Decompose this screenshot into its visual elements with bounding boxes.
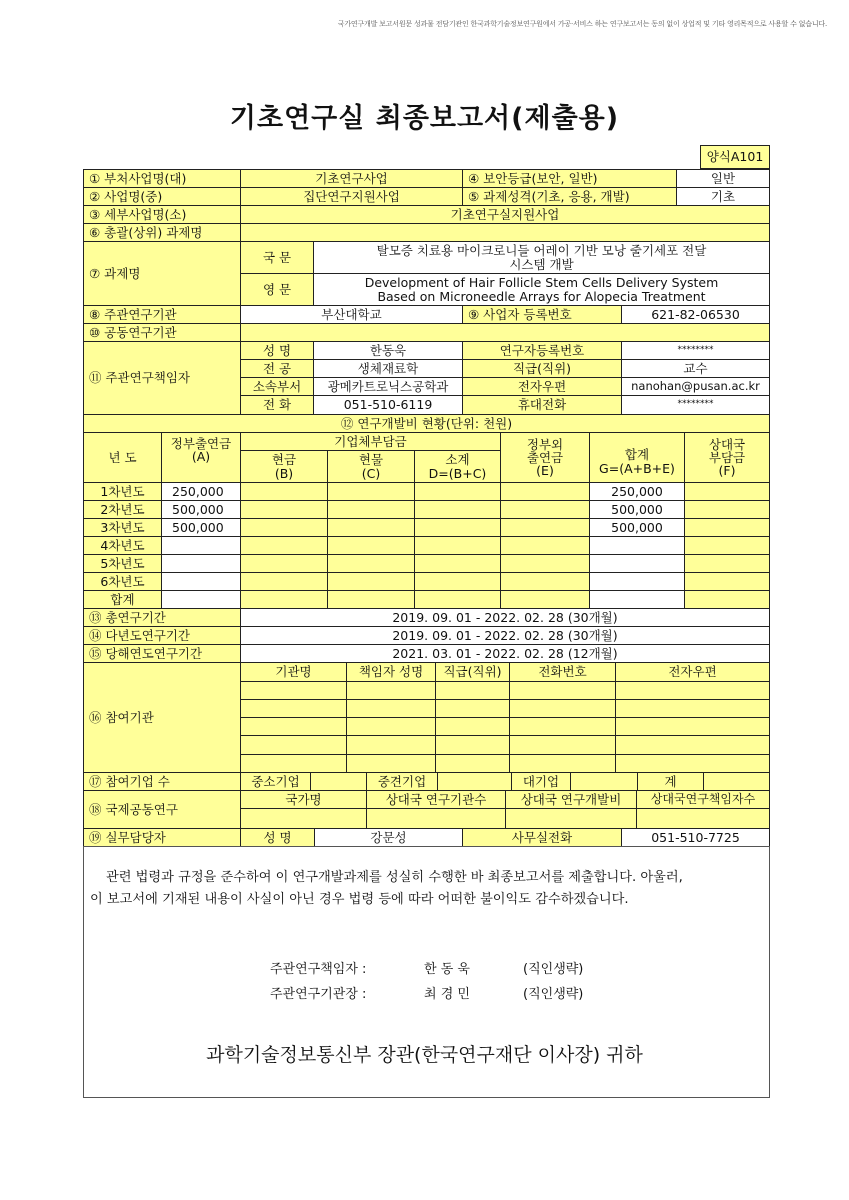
budget-cash-cell[interactable]	[240, 500, 328, 519]
intl-institutions-cell[interactable]	[366, 808, 506, 829]
pi-major-value[interactable]: 생체재료학	[313, 359, 463, 378]
companies-label: ⑰ 참여기업 수	[83, 772, 241, 791]
budget-year-cell: 6차년도	[83, 572, 162, 591]
participant-cell[interactable]	[509, 699, 616, 718]
budget-header-corp: 기업체부담금	[240, 432, 501, 451]
budget-subtotal-cell[interactable]	[414, 554, 501, 573]
program-name-value[interactable]: 집단연구지원사업	[240, 187, 463, 206]
budget-subtotal-cell[interactable]	[414, 590, 501, 609]
multi-year-period-label: ⑭ 다년도연구기간	[83, 626, 241, 645]
pi-phone-label: 전 화	[240, 395, 314, 415]
company-sum-label: 계	[637, 772, 704, 791]
large-value[interactable]	[570, 772, 638, 791]
program-name-label: ② 사업명(중)	[83, 187, 241, 206]
pi-dept-value[interactable]: 광메카트로닉스공학과	[313, 377, 463, 396]
participant-cell[interactable]	[435, 717, 510, 736]
budget-cash-cell[interactable]	[240, 482, 328, 501]
budget-nongov-cell[interactable]	[500, 482, 590, 501]
english-title-line1: Development of Hair Follicle Stem Cells Delivery System	[364, 275, 719, 291]
budget-header-gov-label: 정부출연금	[170, 436, 232, 451]
pi-phone-value[interactable]: 051-510-6119	[313, 395, 463, 415]
budget-gov-cell[interactable]: 250,000	[161, 482, 241, 501]
intl-header-pis: 상대국연구책임자수	[636, 790, 770, 809]
sub-program-value[interactable]: 기초연구실지원사업	[240, 205, 770, 224]
budget-title: ⑫ 연구개발비 현황(단위: 천원)	[83, 414, 770, 433]
participant-cell[interactable]	[509, 681, 616, 700]
head-signature-seal: (직인생략)	[523, 987, 584, 1002]
pledge-line-1: 관련 법령과 규정을 준수하여 이 연구개발과제를 성실히 수행한 바 최종보고서를 제출합니다. 아울러,	[106, 870, 683, 885]
budget-total-cell[interactable]	[589, 590, 685, 609]
pi-position-value[interactable]: 교수	[621, 359, 770, 378]
total-period-label: ⑬ 총연구기간	[83, 608, 241, 627]
budget-subtotal-cell[interactable]	[414, 518, 501, 537]
security-level-value[interactable]: 일반	[676, 169, 770, 188]
participants-header-name: 기관명	[240, 662, 347, 682]
midsize-label: 중견기업	[366, 772, 438, 791]
budget-header-nongov	[500, 432, 590, 483]
project-type-value[interactable]: 기초	[676, 187, 770, 206]
participants-label: ⑯ 참여기관	[83, 662, 241, 773]
pi-email-value[interactable]: nanohan@pusan.ac.kr	[621, 377, 770, 396]
current-period-value[interactable]: 2021. 03. 01 - 2022. 02. 28 (12개월)	[240, 644, 770, 663]
budget-total-cell[interactable]	[589, 572, 685, 591]
participant-cell[interactable]	[240, 735, 347, 755]
participant-cell[interactable]	[346, 699, 436, 718]
pi-signature-seal: (직인생략)	[523, 962, 584, 977]
participants-header-email: 전자우편	[615, 662, 770, 682]
participant-cell[interactable]	[240, 717, 347, 736]
pi-label: ⑪ 주관연구책임자	[83, 341, 241, 415]
participant-cell[interactable]	[615, 754, 770, 773]
budget-total-cell[interactable]	[589, 536, 685, 555]
budget-gov-cell[interactable]	[161, 554, 241, 573]
participant-cell[interactable]	[346, 717, 436, 736]
intl-label: ⑱ 국제공동연구	[83, 790, 241, 829]
budget-nongov-cell[interactable]	[500, 518, 590, 537]
budget-nongov-cell[interactable]	[500, 590, 590, 609]
budget-year-cell: 1차년도	[83, 482, 162, 501]
budget-gov-cell[interactable]	[161, 572, 241, 591]
budget-header-total-label: 합계	[624, 447, 650, 463]
budget-kind-cell[interactable]	[327, 590, 415, 609]
copyright-notice: 국가연구개발 보고서원문 성과물 전담기관인 한국과학기술정보연구원에서 가공·서비스 하는 연구보고서는 동의 없이 상업적 및 기타 영리목적으로 사용할 수 없습니다.	[337, 20, 827, 28]
budget-total-cell[interactable]: 500,000	[589, 518, 685, 537]
pi-name-value[interactable]: 한동욱	[313, 341, 463, 360]
pi-name-label: 성 명	[240, 341, 314, 360]
budget-partner-cell[interactable]	[684, 590, 770, 609]
project-title-label: ⑦ 과제명	[83, 241, 241, 306]
budget-year-cell: 4차년도	[83, 536, 162, 555]
budget-kind-cell[interactable]	[327, 536, 415, 555]
pi-mobile-label: 휴대전화	[462, 395, 622, 415]
korean-title-label: 국 문	[240, 241, 314, 274]
staff-name-label: 성 명	[240, 828, 315, 847]
participant-cell[interactable]	[240, 699, 347, 718]
participant-cell[interactable]	[435, 681, 510, 700]
budget-header-cash	[240, 450, 328, 483]
pi-mobile-value[interactable]: ********	[621, 395, 770, 415]
budget-kind-cell[interactable]	[327, 554, 415, 573]
budget-subtotal-cell[interactable]	[414, 482, 501, 501]
budget-header-kind-sub: (C)	[361, 465, 381, 481]
budget-kind-cell[interactable]	[327, 518, 415, 537]
participant-cell[interactable]	[615, 735, 770, 755]
participant-cell[interactable]	[346, 681, 436, 700]
budget-kind-cell[interactable]	[327, 572, 415, 591]
large-label: 대기업	[511, 772, 571, 791]
budget-cash-cell[interactable]	[240, 572, 328, 591]
pi-signature-name: 한 동 욱	[424, 962, 470, 977]
budget-partner-cell[interactable]	[684, 536, 770, 555]
pledge-line-2: 이 보고서에 기재된 내용이 사실이 아닌 경우 법령 등에 따라 어떠한 불이익도 감수하겠습니다.	[90, 892, 629, 907]
budget-header-partner	[684, 432, 770, 483]
pi-position-label: 직급(직위)	[462, 359, 622, 378]
joint-institution-label: ⑩ 공동연구기관	[83, 323, 241, 342]
budget-cash-cell[interactable]	[240, 518, 328, 537]
security-level-label: ④ 보안등급(보안, 일반)	[462, 169, 677, 188]
form-id-badge: 양식A101	[700, 145, 770, 169]
budget-header-subtotal-sub: D=(B+C)	[428, 465, 487, 481]
budget-header-gov-sub: (A)	[191, 449, 211, 465]
budget-gov-cell[interactable]	[161, 590, 241, 609]
participant-cell[interactable]	[615, 681, 770, 700]
staff-phone-value[interactable]: 051-510-7725	[621, 828, 770, 847]
budget-header-kind	[327, 450, 415, 483]
pi-reg-label: 연구자등록번호	[462, 341, 622, 360]
staff-label: ⑲ 실무담당자	[83, 828, 241, 847]
staff-name-value[interactable]: 강문성	[314, 828, 463, 847]
budget-partner-cell[interactable]	[684, 500, 770, 519]
budget-header-total-sub: G=(A+B+E)	[599, 460, 675, 476]
participant-cell[interactable]	[435, 735, 510, 755]
budget-total-cell[interactable]	[589, 554, 685, 573]
midsize-value[interactable]	[437, 772, 512, 791]
sub-program-label: ③ 세부사업명(소)	[83, 205, 241, 224]
budget-header-subtotal-label: 소계	[445, 452, 470, 468]
intl-header-budget: 상대국 연구개발비	[505, 790, 637, 809]
parent-project-label: ⑥ 총괄(상위) 과제명	[83, 223, 241, 242]
intl-country-cell[interactable]	[240, 808, 367, 829]
english-title-value[interactable]	[313, 273, 770, 306]
budget-header-partner-line2: 부담금	[708, 449, 746, 465]
budget-header-kind-label: 현물	[358, 452, 384, 468]
budget-header-nongov-sub: (E)	[536, 463, 554, 479]
staff-phone-label: 사무실전화	[462, 828, 622, 847]
pi-signature-role: 주관연구책임자 :	[270, 962, 367, 977]
budget-gov-cell[interactable]	[161, 536, 241, 555]
intl-header-country: 국가명	[240, 790, 367, 809]
budget-year-cell: 5차년도	[83, 554, 162, 573]
budget-total-cell[interactable]: 250,000	[589, 482, 685, 501]
participant-cell[interactable]	[435, 754, 510, 773]
intl-pis-cell[interactable]	[636, 808, 770, 829]
participant-cell[interactable]	[615, 717, 770, 736]
participants-header-phone: 전화번호	[509, 662, 616, 682]
participants-header-position: 직급(직위)	[435, 662, 510, 682]
budget-kind-cell[interactable]	[327, 500, 415, 519]
korean-title-line2: 시스템 개발	[509, 256, 574, 272]
total-period-value[interactable]: 2019. 09. 01 - 2022. 02. 28 (30개월)	[240, 608, 770, 627]
pi-email-label: 전자우편	[462, 377, 622, 396]
pi-dept-label: 소속부서	[240, 377, 314, 396]
budget-header-cash-label: 현금	[271, 452, 297, 468]
budget-header-partner-line1: 상대국	[708, 436, 746, 452]
budget-nongov-cell[interactable]	[500, 572, 590, 591]
lead-institution-value[interactable]: 부산대학교	[240, 305, 463, 324]
budget-partner-cell[interactable]	[684, 482, 770, 501]
sme-value[interactable]	[310, 772, 367, 791]
budget-cash-cell[interactable]	[240, 536, 328, 555]
intl-budget-cell[interactable]	[505, 808, 637, 829]
english-title-line2: Based on Microneedle Arrays for Alopecia Treatment	[377, 288, 706, 304]
budget-gov-cell[interactable]: 500,000	[161, 518, 241, 537]
budget-kind-cell[interactable]	[327, 482, 415, 501]
budget-cash-cell[interactable]	[240, 590, 328, 609]
project-type-label: ⑤ 과제성격(기초, 응용, 개발)	[462, 187, 677, 206]
budget-sum-label: 합계	[83, 590, 162, 609]
participant-cell[interactable]	[240, 754, 347, 773]
participant-cell[interactable]	[435, 699, 510, 718]
budget-header-total	[589, 432, 685, 483]
korean-title-value[interactable]	[313, 241, 770, 274]
budget-partner-cell[interactable]	[684, 572, 770, 591]
business-reg-label: ⑨ 사업자 등록번호	[462, 305, 622, 324]
page-title: 기초연구실 최종보고서(제출용)	[229, 103, 620, 134]
english-title-label: 영 문	[240, 273, 314, 306]
participant-cell[interactable]	[509, 717, 616, 736]
intl-header-institutions: 상대국 연구기관수	[366, 790, 506, 809]
addressee: 과학기술정보통신부 장관(한국연구재단 이사장) 귀하	[206, 1044, 643, 1066]
budget-subtotal-cell[interactable]	[414, 572, 501, 591]
budget-year-cell: 2차년도	[83, 500, 162, 519]
budget-header-nongov-line2: 출연금	[526, 449, 564, 465]
participant-cell[interactable]	[346, 735, 436, 755]
budget-header-partner-sub: (F)	[718, 463, 736, 479]
budget-subtotal-cell[interactable]	[414, 536, 501, 555]
budget-subtotal-cell[interactable]	[414, 500, 501, 519]
budget-nongov-cell[interactable]	[500, 554, 590, 573]
participant-cell[interactable]	[509, 735, 616, 755]
budget-nongov-cell[interactable]	[500, 536, 590, 555]
budget-header-cash-sub: (B)	[274, 465, 294, 481]
budget-partner-cell[interactable]	[684, 518, 770, 537]
budget-partner-cell[interactable]	[684, 554, 770, 573]
budget-year-cell: 3차년도	[83, 518, 162, 537]
korean-title-line1: 탈모증 치료용 마이크로니들 어레이 기반 모낭 줄기세포 전달	[376, 243, 707, 259]
participant-cell[interactable]	[615, 699, 770, 718]
budget-header-nongov-line1: 정부외	[526, 436, 564, 452]
budget-gov-cell[interactable]: 500,000	[161, 500, 241, 519]
multi-year-period-value[interactable]: 2019. 09. 01 - 2022. 02. 28 (30개월)	[240, 626, 770, 645]
head-signature-name: 최 경 민	[424, 987, 470, 1002]
participant-cell[interactable]	[509, 754, 616, 773]
budget-header-year: 년 도	[83, 432, 162, 483]
participant-cell[interactable]	[240, 681, 347, 700]
head-signature-role: 주관연구기관장 :	[270, 987, 367, 1002]
budget-header-gov	[161, 432, 241, 483]
participants-header-pi: 책임자 성명	[346, 662, 436, 682]
pi-major-label: 전 공	[240, 359, 314, 378]
participant-cell[interactable]	[346, 754, 436, 773]
current-period-label: ⑮ 당해연도연구기간	[83, 644, 241, 663]
budget-cash-cell[interactable]	[240, 554, 328, 573]
parent-project-value[interactable]	[240, 223, 770, 242]
sme-label: 중소기업	[240, 772, 311, 791]
pi-reg-value[interactable]: ********	[621, 341, 770, 360]
budget-total-cell[interactable]: 500,000	[589, 500, 685, 519]
ministry-program-value[interactable]: 기초연구사업	[240, 169, 463, 188]
budget-header-subtotal	[414, 450, 501, 483]
ministry-program-label: ① 부처사업명(대)	[83, 169, 241, 188]
business-reg-value[interactable]: 621-82-06530	[621, 305, 770, 324]
joint-institution-value[interactable]	[240, 323, 770, 342]
company-sum-value[interactable]	[703, 772, 770, 791]
lead-institution-label: ⑧ 주관연구기관	[83, 305, 241, 324]
budget-nongov-cell[interactable]	[500, 500, 590, 519]
